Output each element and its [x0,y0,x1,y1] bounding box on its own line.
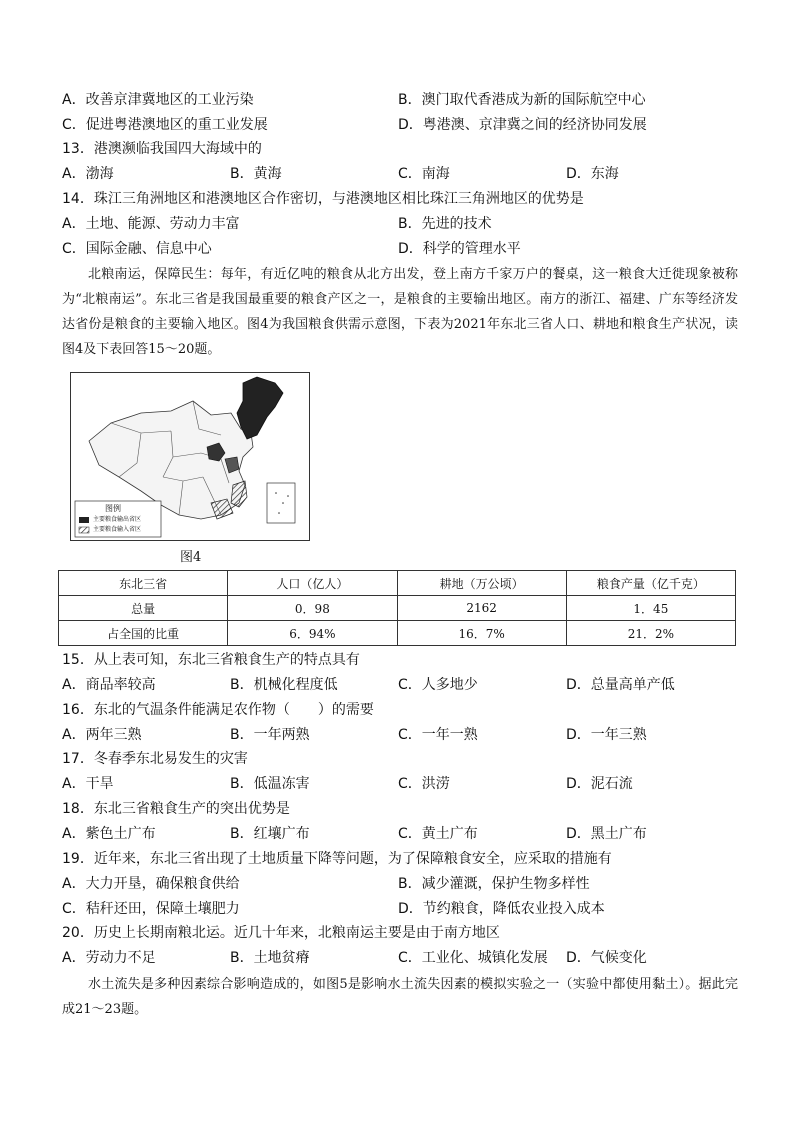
q12-option-c[interactable]: C．促进粤港澳地区的重工业发展 [62,117,268,133]
table-header-cell: 人口（亿人） [228,571,397,596]
q16-stem-line [0,699,794,721]
q20-option-d[interactable]: D．气候变化 [566,950,647,966]
q17-stem: 17．冬春季东北易发生的灾害 [62,751,248,767]
q19-option-d[interactable]: D．节约粮食，降低农业投入成本 [398,901,605,917]
table-cell: 6．94% [228,621,397,646]
q14-option-b[interactable]: B．先进的技术 [398,216,492,232]
q14-option-d[interactable]: D．科学的管理水平 [398,241,521,257]
figure4-caption: 图4 [180,550,202,565]
q17-option-a[interactable]: A．干旱 [62,776,114,792]
table-cell: 2162 [397,596,566,621]
q18-stem: 18．东北三省粮食生产的突出优势是 [62,801,290,817]
q19-row2 [0,898,794,920]
q17-stem-line [0,748,794,770]
table-cell: 总量 [59,596,228,621]
q17-options [0,773,794,795]
q20-stem-line [0,922,794,944]
q14-option-a[interactable]: A．土地、能源、劳动力丰富 [62,216,240,232]
q16-options [0,724,794,746]
table-cell: 占全国的比重 [59,621,228,646]
q20-stem: 20．历史上长期南粮北运。近几十年来，北粮南运主要是由于南方地区 [62,925,500,941]
q15-option-c[interactable]: C．人多地少 [398,677,478,693]
q16-stem: 16．东北的气温条件能满足农作物（ ）的需要 [62,702,374,718]
table-header-row [59,571,736,596]
q20-option-a[interactable]: A．劳动力不足 [62,950,156,966]
q18-stem-line [0,798,794,820]
figure4-legend-import: 主要粮食输入省区 [93,526,142,533]
q13-option-a[interactable]: A．渤海 [62,166,114,182]
q17-option-d[interactable]: D．泥石流 [566,776,633,792]
q12-option-b[interactable]: B．澳门取代香港成为新的国际航空中心 [398,92,646,108]
q14-stem-line [0,188,794,210]
q20-options [0,947,794,969]
q17-option-b[interactable]: B．低温冻害 [230,776,310,792]
q18-option-b[interactable]: B．红壤广布 [230,826,310,842]
table-cell: 1．45 [566,596,735,621]
q15-options [0,674,794,696]
q12-option-a[interactable]: A．改善京津冀地区的工业污染 [62,92,254,108]
q13-option-d[interactable]: D．东海 [566,166,619,182]
table-cell: 16．7% [397,621,566,646]
table-header-cell: 粮食产量（亿千克） [566,571,735,596]
q14-stem: 14．珠江三角洲地区和港澳地区合作密切，与港澳地区相比珠江三角洲地区的优势是 [62,191,584,207]
q19-stem-line [0,848,794,870]
passage-soil-erosion [62,972,738,1022]
table-cell: 0．98 [228,596,397,621]
q17-option-c[interactable]: C．洪涝 [398,776,450,792]
q12-row1 [0,89,794,111]
q12-row2 [0,114,794,136]
figure4-map [70,372,310,541]
q19-stem: 19．近年来，东北三省出现了土地质量下降等问题，为了保障粮食安全，应采取的措施有 [62,851,612,867]
q18-option-a[interactable]: A．紫色土广布 [62,826,156,842]
q19-option-c[interactable]: C．秸秆还田，保障土壤肥力 [62,901,240,917]
q20-option-b[interactable]: B．土地贫瘠 [230,950,310,966]
passage-soil-erosion-text: 水土流失是多种因素综合影响造成的，如图5是影响水土流失因素的模拟实验之一（实验中都使用黏土）。据此完成21～23题。 [62,977,738,1017]
q15-stem: 15．从上表可知，东北三省粮食生产的特点具有 [62,652,360,668]
q13-stem-line [0,138,794,160]
q16-option-b[interactable]: B．一年两熟 [230,727,310,743]
q16-option-d[interactable]: D．一年三熟 [566,727,647,743]
q15-stem-line [0,649,794,671]
table-header-cell: 东北三省 [59,571,228,596]
q13-options [0,163,794,185]
q16-option-a[interactable]: A．两年三熟 [62,727,142,743]
figure4-legend-title: 图例 [105,504,121,513]
q14-row1 [0,213,794,235]
q14-row2 [0,238,794,260]
q13-stem: 13．港澳濒临我国四大海域中的 [62,141,262,157]
q13-option-b[interactable]: B．黄海 [230,166,282,182]
q15-option-b[interactable]: B．机械化程度低 [230,677,338,693]
q20-option-c[interactable]: C．工业化、城镇化发展 [398,950,548,966]
table-cell: 21．2% [566,621,735,646]
q18-option-c[interactable]: C．黄土广布 [398,826,478,842]
table-row [59,596,736,621]
q19-option-a[interactable]: A．大力开垦，确保粮食供给 [62,876,240,892]
table-header-cell: 耕地（万公顷） [397,571,566,596]
passage-grain-transport-text: 北粮南运，保障民生：每年，有近亿吨的粮食从北方出发，登上南方千家万户的餐桌，这一粮食大迁徙现象被称为“北粮南运”。东北三省是我国最重要的粮食产区之一，是粮食的主要输出地区。南方的浙江、福建、广东等经济发达省份是粮食的主要输入地区。图4为我国粮食供需示意图，下表为2021年东北三省人口、耕地和粮食生产状况，读图4及下表回答15～20题。 [62,267,738,357]
figure4-legend-export: 主要粮食输出省区 [93,516,142,523]
q14-option-c[interactable]: C．国际金融、信息中心 [62,241,212,257]
q13-option-c[interactable]: C．南海 [398,166,450,182]
q18-options [0,823,794,845]
northeast-data-table [58,570,736,646]
passage-grain-transport [62,262,738,362]
q12-option-d[interactable]: D．粤港澳、京津冀之间的经济协同发展 [398,117,647,133]
table-row [59,621,736,646]
q15-option-a[interactable]: A．商品率较高 [62,677,156,693]
q19-option-b[interactable]: B．减少灌溉，保护生物多样性 [398,876,590,892]
q16-option-c[interactable]: C．一年一熟 [398,727,478,743]
q19-row1 [0,873,794,895]
q15-option-d[interactable]: D．总量高单产低 [566,677,675,693]
q18-option-d[interactable]: D．黑土广布 [566,826,647,842]
